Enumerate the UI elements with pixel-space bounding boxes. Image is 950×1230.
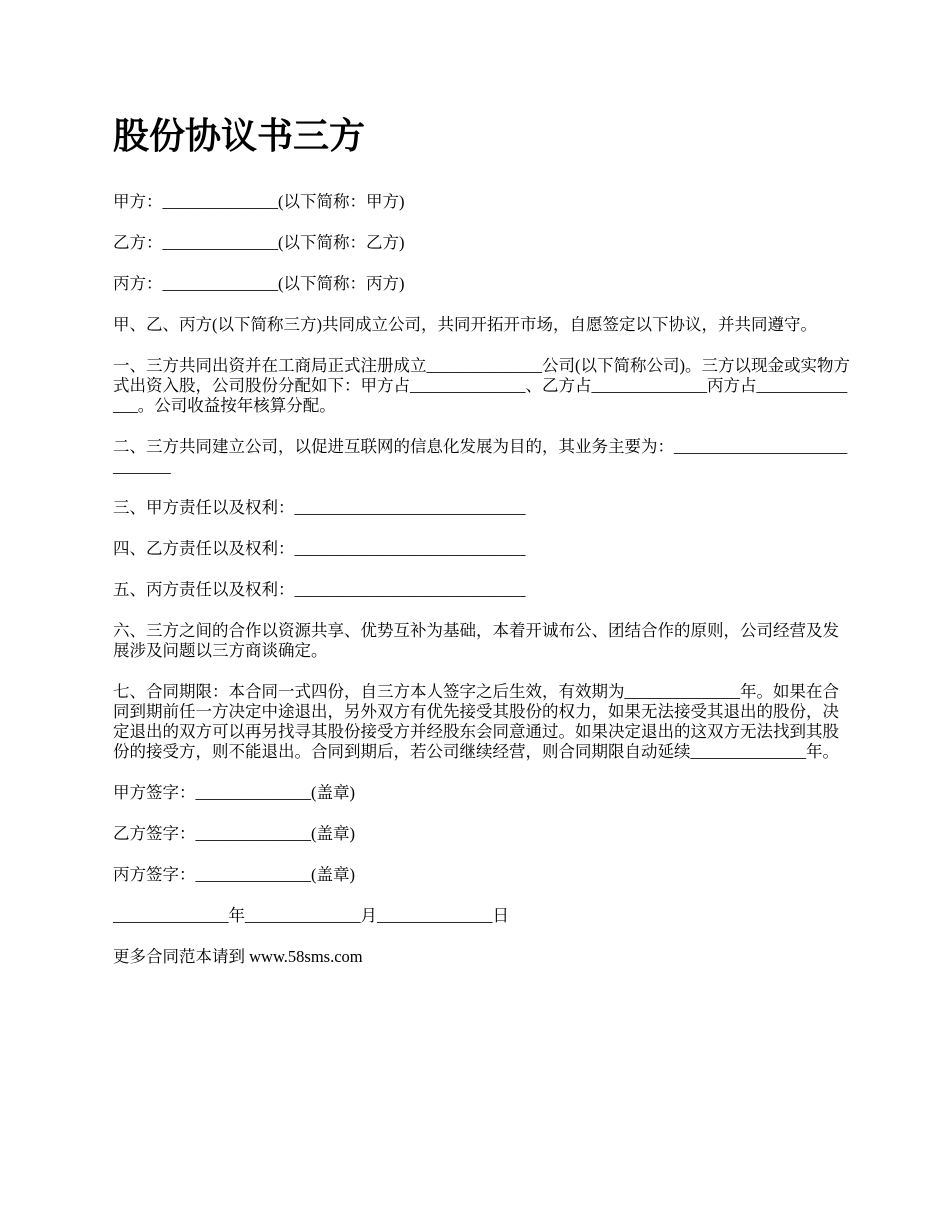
signature-party-a: 甲方签字：______________(盖章) — [113, 783, 355, 802]
document-title: 股份协议书三方 — [113, 115, 366, 157]
clause-7: 七、合同期限：本合同一式四份，自三方本人签字之后生效，有效期为______________年。如果在合同到期前任一方决定中途退出，另外双方有优先接受其股份的权力，如果无法接受其退出的股份，决定退出的双方可以再另找寻其股份接受方并经股东会同意通过。如果决定退出的这双方无法找到其股份的接受方，则不能退出。合同到期后，若公司继续经营，则合同期限自动延续______________年。 — [113, 682, 839, 761]
document-page — [113, 100, 855, 988]
clause-5: 五、丙方责任以及权利：____________________________ — [113, 580, 526, 599]
intro-paragraph: 甲、乙、丙方(以下简称三方)共同成立公司，共同开拓开市场，自愿签定以下协议，并共同遵守。 — [113, 315, 817, 334]
clause-1: 一、三方共同出资并在工商局正式注册成立______________公司(以下简称公司)。三方以现金或实物方式出资入股，公司股份分配如下：甲方占______________、乙方占______________丙方占______________。公司收益按年核算分配。 — [113, 356, 850, 415]
clause-3: 三、甲方责任以及权利：____________________________ — [113, 498, 526, 517]
signature-party-c: 丙方签字：______________(盖章) — [113, 865, 355, 884]
signature-party-b: 乙方签字：______________(盖章) — [113, 824, 355, 843]
clause-6: 六、三方之间的合作以资源共享、优势互补为基础，本着开诚布公、团结合作的原则，公司经营及发展涉及问题以三方商谈确定。 — [113, 621, 839, 660]
party-c-line: 丙方：______________(以下简称：丙方) — [113, 274, 405, 293]
party-a-line: 甲方：______________(以下简称：甲方) — [113, 192, 405, 211]
party-b-line: 乙方：______________(以下简称：乙方) — [113, 233, 405, 252]
clause-4: 四、乙方责任以及权利：____________________________ — [113, 539, 526, 558]
footer-note: 更多合同范本请到 www.58sms.com — [113, 947, 363, 966]
clause-2: 二、三方共同建立公司，以促进互联网的信息化发展为目的，其业务主要为：____________________________ — [113, 437, 848, 476]
date-line: ______________年______________月______________日 — [113, 906, 509, 925]
